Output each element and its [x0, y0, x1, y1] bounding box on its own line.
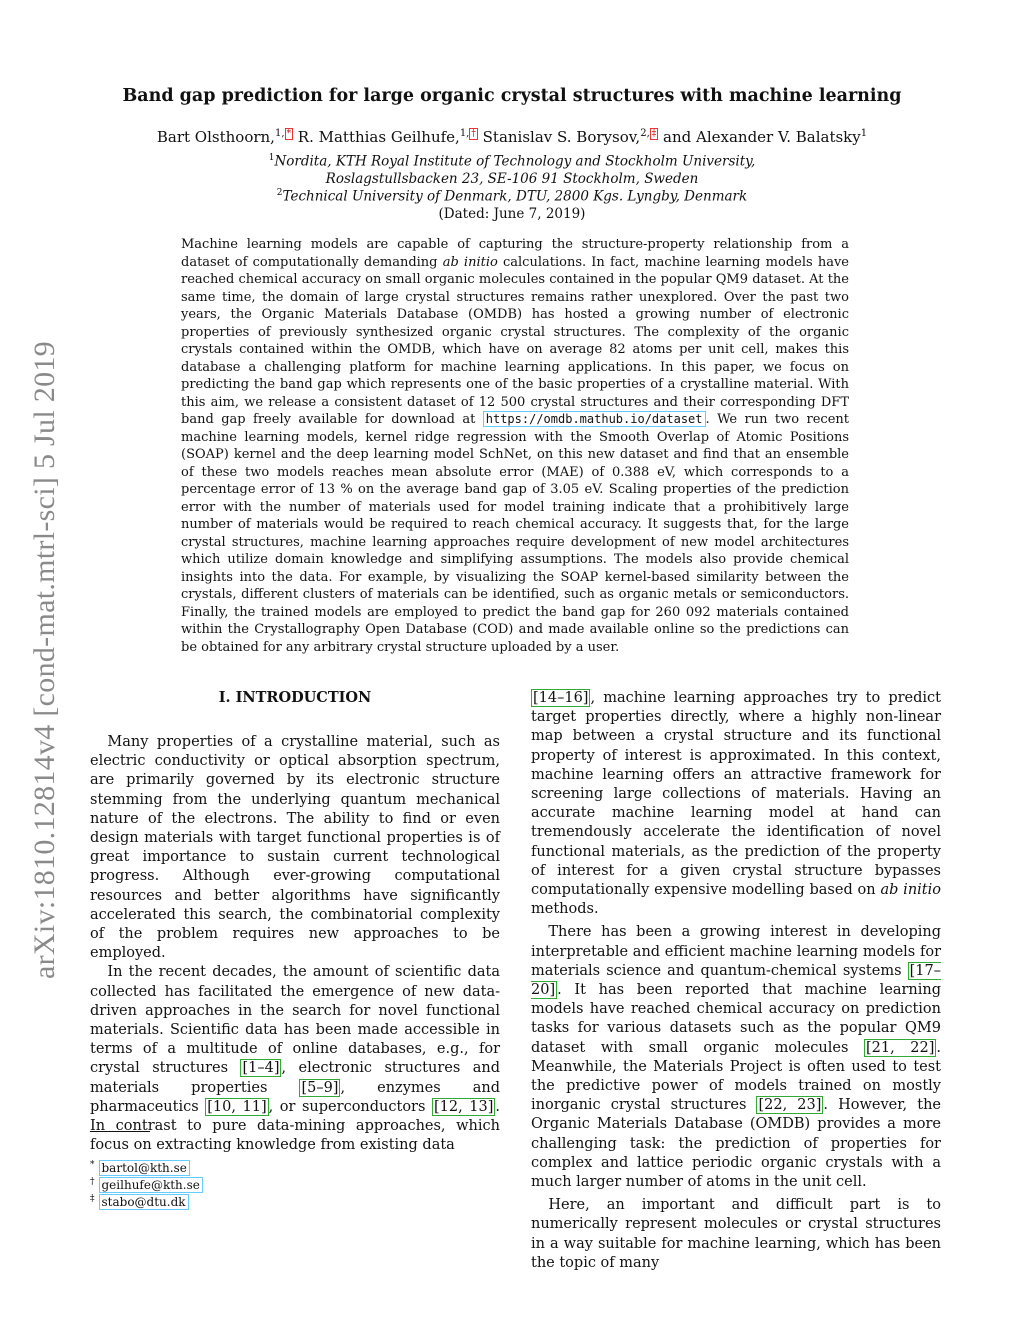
text: There has been a growing interest in developing interpretable and efficient machine learning models for materials science and quantum-chemical systems	[531, 924, 941, 979]
email-link[interactable]: geilhufe@kth.se	[99, 1177, 203, 1193]
footnote-rule	[90, 1131, 150, 1132]
text: In the recent decades, the amount of scientific data collected has facilitated the emergence of new data-driven approaches in the search for novel functional materials. Scientific data has been made accessible in terms of a multitude of online databases, e.g., for crystal structures	[90, 964, 500, 1077]
footnote-mark: †	[90, 1177, 95, 1187]
intro-paragraph-1: Many properties of a crystalline material, such as electric conductivity or optical absorption spectrum, are primarily governed by its electronic structure stemming from the underlying quantum mechanical nature of the electrons. The ability to find or even design materials with target functional properties is of great importance to sustain current technological progress. Although ever-growing computational resources and better algorithms have significantly accelerated this search, the combinatorial complexity of the problem requires new approaches to be employed.	[90, 734, 500, 962]
text: . However, the Organic Materials Database (OMDB) provides a more challenging task: the prediction of properties for complex and lattice periodic organic crystals with a much larger number of atoms in the unit cell.	[531, 1097, 941, 1191]
date-line: (Dated: June 7, 2019)	[438, 206, 586, 222]
citation-link[interactable]: [10, 11]	[207, 1098, 267, 1115]
author-1-affil: 1,	[274, 128, 285, 139]
citation-link[interactable]: [22, 23]	[758, 1097, 822, 1114]
author-1: Bart Olsthoorn,	[156, 128, 275, 146]
author-2-affil: 1,	[459, 128, 470, 139]
footnote-mark: ‡	[90, 1194, 95, 1204]
text: , enzymes and pharmaceutics	[90, 1079, 500, 1115]
author-3-affil: 2,	[640, 128, 650, 139]
text: . In contrast to pure data-mining approaches, which focus on extracting knowledge from existing data	[90, 1098, 500, 1154]
author-4: and Alexander V. Balatsky	[663, 128, 861, 146]
text: methods.	[531, 901, 599, 918]
citation-link[interactable]: [21, 22]	[865, 1039, 935, 1056]
text: , electronic structures and materials properties	[90, 1060, 500, 1096]
citation-link[interactable]: [12, 13]	[434, 1098, 494, 1115]
author-3-footnote-link[interactable]: ‡	[651, 129, 657, 139]
arxiv-identifier: arXiv:1810.12814v4 [cond-mat.mtrl-sci] 5 Jul 2019	[28, 341, 61, 979]
footnote-2	[90, 1177, 203, 1192]
right-column	[531, 689, 941, 1273]
text: . It has been reported that machine learning models have reached chemical accuracy on prediction tasks for various datasets such as the popular QM9 dataset with small organic molecules	[531, 982, 941, 1056]
citation-link[interactable]: [1–4]	[242, 1060, 280, 1077]
citation-link[interactable]: [17–20]	[531, 962, 941, 999]
email-link[interactable]: stabo@dtu.dk	[99, 1194, 189, 1210]
intro-paragraph-2	[90, 963, 500, 1155]
intro-paragraph-3	[531, 689, 941, 919]
affiliation-1-number: 1	[268, 153, 275, 163]
left-column	[90, 733, 500, 1155]
email-link[interactable]: bartol@kth.se	[99, 1160, 190, 1176]
affiliation-2-number: 2	[276, 188, 283, 198]
dataset-link[interactable]: https://omdb.mathub.io/dataset	[483, 411, 706, 427]
intro-paragraph-5: Here, an important and difficult part is to numerically represent molecules or crystal structures in a way suitable for machine learning, which has been the topic of many	[531, 1197, 941, 1271]
citation-link[interactable]: [14–16]	[533, 690, 589, 706]
citation-link[interactable]: [5–9]	[301, 1079, 339, 1096]
author-4-affil: 1	[860, 128, 868, 139]
intro-paragraph-4	[531, 923, 941, 1192]
affiliation-1-text: Nordita, KTH Royal Institute of Technology and Stockholm University,	[274, 153, 756, 170]
text: , machine learning approaches try to predict target properties directly, where a highly non-linear map between a crystal structure and its functional property of interest is approximated. In this context, machine learning offers an attractive framework for screening large collections of materials. Having an accurate machine learning model at hand can tremendously accelerate the identification of novel functional materials, as the prediction of the property of interest for a given crystal structure bypasses computationally expensive modelling based on	[531, 690, 941, 899]
author-list	[0, 128, 1024, 146]
affiliation-1-line-2: Roslagstullsbacken 23, SE-106 91 Stockholm, Sweden	[325, 171, 699, 187]
section-heading-introduction: I. INTRODUCTION	[218, 689, 372, 706]
affiliation-1-line-1	[0, 153, 1024, 170]
affiliation-2	[0, 188, 1024, 205]
italic-text: ab initio	[880, 882, 941, 899]
footnote-3	[90, 1194, 189, 1209]
text: , or superconductors	[268, 1098, 432, 1115]
abstract-text-3: . We run two recent machine learning models, kernel ridge regression with the Smooth Overlap of Atomic Positions (SOAP) kernel and the deep learning model SchNet, on this new dataset and find that an ensemble of these two models reaches mean absolute error (MAE) of 0.388 eV, which corresponds to a percentage error of 13 % on the average band gap of 3.05 eV. Scaling properties of the prediction error with the number of materials used for model training indicate that a prohibitively large number of materials would be required to reach chemical accuracy. It suggests that, for the large crystal structures, machine learning approaches require development of new model architectures which utilize domain knowledge and simplifying assumptions. The models also provide chemical insights into the data. For example, by visualizing the SOAP kernel-based similarity between the crystals, different clusters of materials can be identified, such as organic metals or semiconductors. Finally, the trained models are employed to predict the band gap for 260 092 materials contained within the Crystallography Open Database (COD) and made available online so the predictions can be obtained for any arbitrary crystal structure uploaded by a user.	[181, 412, 849, 655]
text: . Meanwhile, the Materials Project is often used to test the predictive power of models trained on mostly inorganic crystal structures	[531, 1039, 941, 1114]
abstract-text-1: Machine learning models are capable of capturing the structure-property relationship from a dataset of computationally demanding	[181, 237, 849, 270]
paper-title: Band gap prediction for large organic crystal structures with machine learning	[122, 86, 902, 106]
author-2-footnote-link[interactable]: †	[471, 129, 476, 139]
abstract-italic: ab initio	[442, 254, 498, 270]
author-1-footnote-link[interactable]: *	[286, 129, 291, 139]
author-2: R. Matthias Geilhufe,	[297, 128, 460, 146]
affiliation-2-text: Technical University of Denmark, DTU, 2800 Kgs. Lyngby, Denmark	[282, 188, 748, 205]
author-3: Stanislav S. Borysov,	[482, 128, 641, 146]
footnote-1	[90, 1160, 190, 1175]
abstract-text-2: calculations. In fact, machine learning models have reached chemical accuracy on small organic molecules contained in the popular QM9 dataset. At the same time, the domain of large crystal structures remains rather unexplored. Over the past two years, the Organic Materials Database (OMDB) has hosted a growing number of electronic properties of previously synthesized organic crystal structures. The complexity of the organic crystals contained within the OMDB, which have on average 82 atoms per unit cell, makes this database a challenging platform for machine learning applications. In this paper, we focus on predicting the band gap which represents one of the basic properties of a crystalline material. With this aim, we release a consistent dataset of 12 500 crystal structures and their corresponding DFT band gap freely available for download at	[181, 254, 849, 427]
footnote-mark: *	[90, 1160, 95, 1170]
abstract	[181, 236, 849, 656]
